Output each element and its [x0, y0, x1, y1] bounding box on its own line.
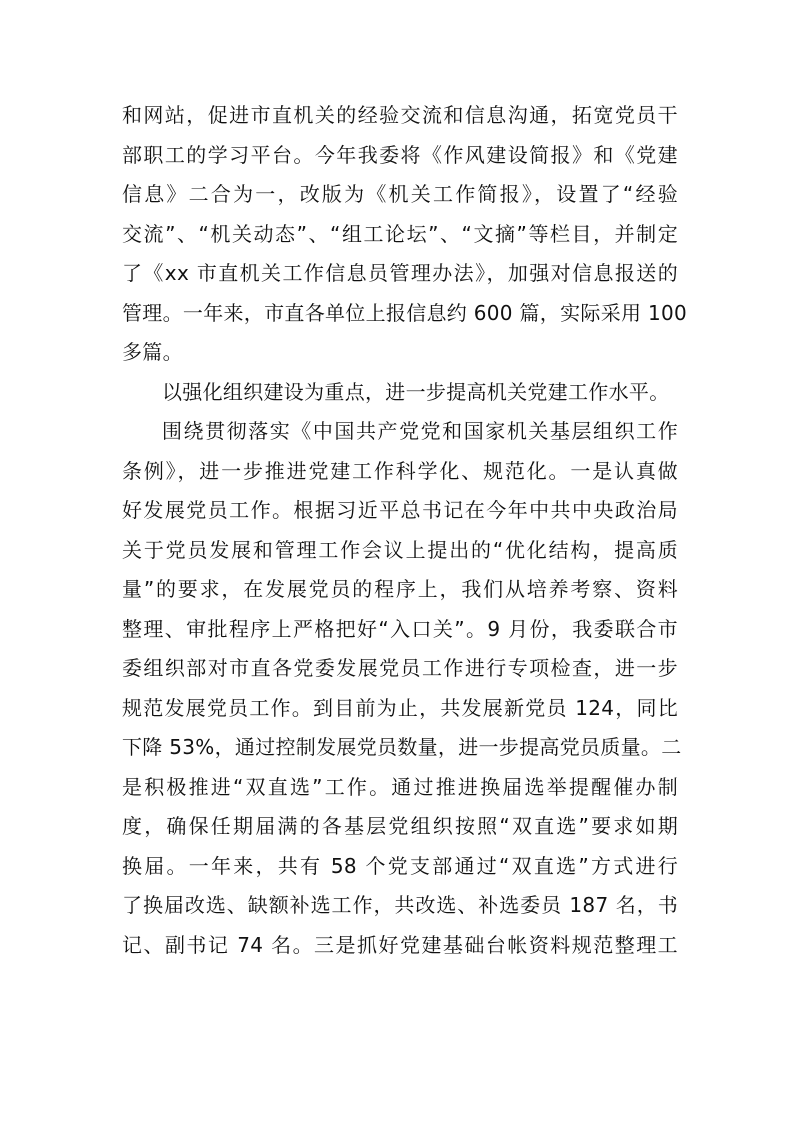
text-line: 是积极推进“双直选”工作。通过推进换届选举提醒催办制	[122, 774, 678, 799]
text-line: 交流”、“机关动态”、“组工论坛”、“文摘”等栏目，并制定	[122, 221, 678, 246]
text-line: 部职工的学习平台。今年我委将《作风建设简报》和《党建	[122, 142, 678, 167]
text-line: 整理、审批程序上严格把好“入口关”。9 月份，我委联合市	[122, 616, 678, 641]
text-line: 度，确保任期届满的各基层党组织按照“双直选”要求如期	[122, 814, 678, 838]
text-line: 多篇。	[122, 340, 183, 364]
section-heading: 以强化组织建设为重点，进一步提高机关党建工作水平。	[162, 379, 670, 404]
text-line: 好发展党员工作。根据习近平总书记在今年中共中央政治局	[122, 498, 678, 522]
text-line: 和网站，促进市直机关的经验交流和信息沟通，拓宽党员干	[122, 103, 678, 127]
text-line: 关于党员发展和管理工作会议上提出的“优化结构，提高质	[122, 537, 678, 562]
text-line: 换届。一年来，共有 58 个党支部通过“双直选”方式进行	[122, 853, 678, 878]
text-line: 委组织部对市直各党委发展党员工作进行专项检查，进一步	[122, 656, 678, 680]
text-line: 记、副书记 74 名。三是抓好党建基础台帐资料规范整理工	[122, 932, 678, 957]
text-line: 了换届改选、缺额补选工作，共改选、补选委员 187 名，书	[122, 893, 678, 917]
text-line: 下降 53%，通过控制发展党员数量，进一步提高党员质量。二	[122, 735, 682, 759]
text-line: 了《xx 市直机关工作信息员管理办法》，加强对信息报送的	[122, 261, 678, 285]
document-body	[122, 96, 688, 965]
text-line: 条例》，进一步推进党建工作科学化、规范化。一是认真做	[122, 458, 678, 483]
text-line: 信息》二合为一，改版为《机关工作简报》，设置了“经验	[122, 182, 678, 206]
text-line: 量”的要求，在发展党员的程序上，我们从培养考察、资料	[122, 577, 678, 601]
text-line: 规范发展党员工作。到目前为止，共发展新党员 124，同比	[122, 695, 678, 720]
text-line: 管理。一年来，市直各单位上报信息约 600 篇，实际采用 100	[122, 300, 688, 325]
text-line: 围绕贯彻落实《中国共产党党和国家机关基层组织工作	[162, 419, 678, 443]
